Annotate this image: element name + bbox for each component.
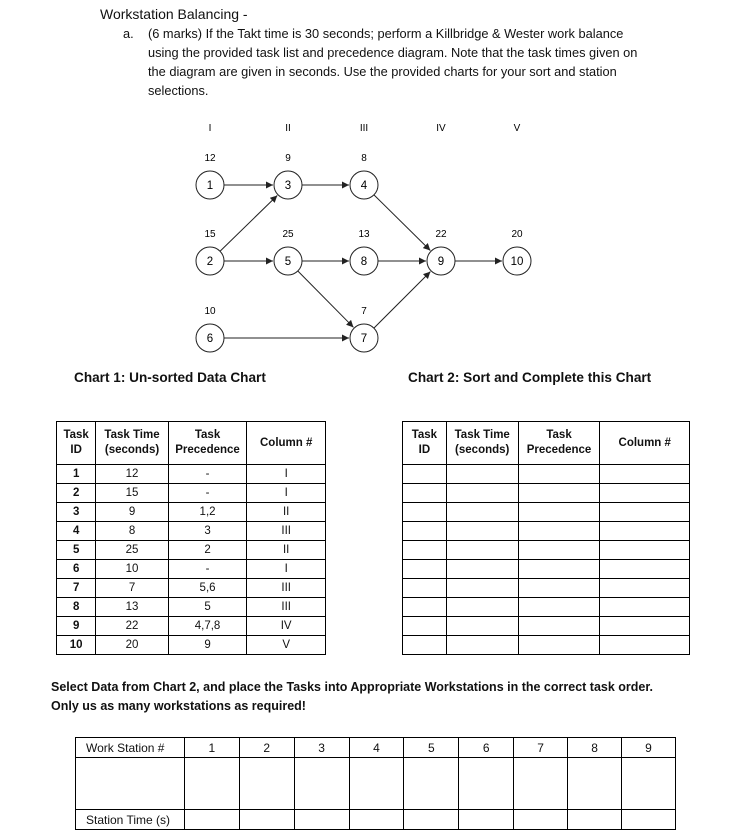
task-node-2 <box>196 229 224 275</box>
diagram-column-label: III <box>359 123 369 134</box>
chart1-row <box>57 617 326 636</box>
chart2-empty-cell[interactable] <box>518 503 600 522</box>
chart1-header-row <box>57 422 326 465</box>
chart2-empty-cell[interactable] <box>600 484 690 503</box>
station-time-cell[interactable] <box>568 810 622 830</box>
task-time-label: 9 <box>285 153 291 164</box>
workstation-task-cell[interactable] <box>404 758 459 810</box>
chart1-cell-task-time: 12 <box>96 465 168 484</box>
task-id-label: 2 <box>206 256 214 268</box>
task-time-label: 22 <box>435 229 447 240</box>
task-time-label: 15 <box>204 229 216 240</box>
chart1-cell-task-id: 4 <box>57 522 96 541</box>
instruction-text <box>51 678 731 716</box>
chart1-cell-column-number: III <box>247 598 326 617</box>
problem-heading: Workstation Balancing - <box>100 6 248 22</box>
problem-text-line: using the provided task list and precedence diagram. Note that the task times given on <box>148 45 638 60</box>
workstation-tasks-row <box>76 758 676 810</box>
chart2-empty-cell[interactable] <box>403 465 447 484</box>
workstation-task-cell[interactable] <box>459 758 514 810</box>
chart1-cell-task-time: 8 <box>96 522 168 541</box>
chart1-cell-task-id: 3 <box>57 503 96 522</box>
workstation-number: 9 <box>621 738 675 758</box>
chart2-empty-cell[interactable] <box>403 636 447 655</box>
chart2-row <box>403 617 690 636</box>
chart2-empty-cell[interactable] <box>518 484 600 503</box>
task-node-10 <box>503 229 531 275</box>
chart2-title: Chart 2: Sort and Complete this Chart <box>408 370 652 385</box>
task-time-label: 25 <box>282 229 294 240</box>
chart1-cell-task-precedence: 5 <box>168 598 247 617</box>
chart1-title: Chart 1: Un-sorted Data Chart <box>74 370 266 385</box>
chart1-cell-task-time: 9 <box>96 503 168 522</box>
chart1-row <box>57 503 326 522</box>
chart2-row <box>403 503 690 522</box>
chart2-header-precedence: Task Precedence <box>518 422 600 465</box>
chart2-row <box>403 465 690 484</box>
station-time-cell[interactable] <box>294 810 349 830</box>
precedence-arrow-2-to-3 <box>220 195 277 251</box>
workstation-number: 6 <box>459 738 514 758</box>
chart1-cell-task-id: 6 <box>57 560 96 579</box>
chart1-cell-task-time: 7 <box>96 579 168 598</box>
chart2-table <box>402 421 690 655</box>
chart1-cell-column-number: V <box>247 636 326 655</box>
chart2-empty-cell[interactable] <box>600 465 690 484</box>
task-node-6 <box>196 306 224 352</box>
diagram-column-label: II <box>285 123 291 134</box>
workstation-number: 7 <box>514 738 568 758</box>
task-node-1 <box>196 153 224 199</box>
station-time-cell[interactable] <box>184 810 239 830</box>
chart2-empty-cell[interactable] <box>600 636 690 655</box>
chart1-cell-column-number: III <box>247 579 326 598</box>
chart1-cell-task-precedence: 5,6 <box>168 579 247 598</box>
task-time-label: 10 <box>204 306 216 317</box>
chart2-empty-cell[interactable] <box>518 465 600 484</box>
precedence-arrow-4-to-9 <box>374 195 430 251</box>
task-id-label: 8 <box>360 256 368 268</box>
workstation-number: 1 <box>184 738 239 758</box>
chart2-empty-cell[interactable] <box>403 484 447 503</box>
chart2-empty-cell[interactable] <box>518 617 600 636</box>
task-time-label: 12 <box>204 153 216 164</box>
chart1-cell-task-time: 13 <box>96 598 168 617</box>
chart2-header-task-time: Task Time (seconds) <box>446 422 518 465</box>
chart1-cell-task-precedence: - <box>168 465 247 484</box>
chart2-empty-cell[interactable] <box>600 579 690 598</box>
station-time-cell[interactable] <box>404 810 459 830</box>
diagram-column-label: I <box>208 123 212 134</box>
chart2-empty-cell[interactable] <box>446 617 518 636</box>
chart2-row <box>403 541 690 560</box>
chart1-cell-task-precedence: - <box>168 560 247 579</box>
chart1-row <box>57 522 326 541</box>
problem-text-line: the diagram are given in seconds. Use the provided charts for your sort and station <box>148 64 617 79</box>
chart2-empty-cell[interactable] <box>403 617 447 636</box>
chart2-empty-cell[interactable] <box>600 541 690 560</box>
task-id-label: 5 <box>284 256 292 268</box>
station-time-cell[interactable] <box>514 810 568 830</box>
workstation-table <box>75 737 676 830</box>
task-id-label: 10 <box>510 256 524 268</box>
chart2-empty-cell[interactable] <box>446 541 518 560</box>
chart1-cell-task-time: 25 <box>96 541 168 560</box>
chart1-row <box>57 636 326 655</box>
chart1-cell-task-id: 7 <box>57 579 96 598</box>
chart1-cell-task-time: 22 <box>96 617 168 636</box>
problem-text-line: (6 marks) If the Takt time is 30 seconds; perform a Killbridge & Wester work balance <box>148 26 624 41</box>
workstation-number: 3 <box>294 738 349 758</box>
chart2-empty-cell[interactable] <box>403 541 447 560</box>
chart2-empty-cell[interactable] <box>403 503 447 522</box>
chart2-empty-cell[interactable] <box>403 598 447 617</box>
task-node-4 <box>350 153 378 199</box>
task-node-5 <box>274 229 302 275</box>
task-node-3 <box>274 153 302 199</box>
chart1-cell-column-number: I <box>247 465 326 484</box>
precedence-arrow-5-to-7 <box>298 271 354 327</box>
instruction-line: Select Data from Chart 2, and place the Tasks into Appropriate Workstations in the correct task order. <box>51 680 654 694</box>
task-time-label: 20 <box>511 229 523 240</box>
chart1-cell-task-precedence: 2 <box>168 541 247 560</box>
chart2-empty-cell[interactable] <box>600 598 690 617</box>
chart2-row <box>403 598 690 617</box>
chart1-row <box>57 560 326 579</box>
workstation-time-row <box>76 810 676 830</box>
chart1-cell-task-id: 2 <box>57 484 96 503</box>
chart1-row <box>57 541 326 560</box>
chart2-header-row <box>403 422 690 465</box>
chart1-cell-task-time: 20 <box>96 636 168 655</box>
workstation-label: Work Station # <box>76 738 185 758</box>
chart1-cell-task-id: 8 <box>57 598 96 617</box>
workstation-label-blank <box>76 758 185 810</box>
chart1-header-precedence: Task Precedence <box>168 422 247 465</box>
chart2-empty-cell[interactable] <box>403 560 447 579</box>
chart1-header-task-id: Task ID <box>57 422 96 465</box>
chart1-cell-task-precedence: 9 <box>168 636 247 655</box>
precedence-diagram <box>0 0 737 360</box>
chart1-cell-column-number: I <box>247 560 326 579</box>
chart2-empty-cell[interactable] <box>600 617 690 636</box>
chart2-empty-cell[interactable] <box>518 636 600 655</box>
diagram-column-label: IV <box>436 123 446 134</box>
chart2-empty-cell[interactable] <box>446 522 518 541</box>
chart2-empty-cell[interactable] <box>403 579 447 598</box>
chart2-empty-cell[interactable] <box>518 579 600 598</box>
chart1-cell-task-id: 5 <box>57 541 96 560</box>
workstation-number: 8 <box>568 738 622 758</box>
station-time-cell[interactable] <box>349 810 404 830</box>
chart1-cell-task-id: 1 <box>57 465 96 484</box>
chart1-cell-task-precedence: 3 <box>168 522 247 541</box>
chart1-cell-task-time: 10 <box>96 560 168 579</box>
workstation-task-cell[interactable] <box>514 758 568 810</box>
chart2-row <box>403 560 690 579</box>
workstation-task-cell[interactable] <box>568 758 622 810</box>
task-node-9 <box>427 229 455 275</box>
workstation-task-cell[interactable] <box>184 758 239 810</box>
task-id-label: 4 <box>360 180 368 192</box>
chart1-cell-column-number: I <box>247 484 326 503</box>
chart1-header-column: Column # <box>247 422 326 465</box>
task-id-label: 9 <box>437 256 445 268</box>
station-time-cell[interactable] <box>459 810 514 830</box>
chart2-row <box>403 579 690 598</box>
station-time-cell[interactable] <box>239 810 294 830</box>
diagram-column-label: V <box>513 123 521 134</box>
chart1-header-task-time: Task Time (seconds) <box>96 422 168 465</box>
chart1-cell-column-number: III <box>247 522 326 541</box>
chart2-empty-cell[interactable] <box>446 465 518 484</box>
chart2-empty-cell[interactable] <box>446 598 518 617</box>
chart2-empty-cell[interactable] <box>600 560 690 579</box>
chart1-cell-column-number: II <box>247 503 326 522</box>
part-label: a. <box>123 26 134 41</box>
workstation-number: 2 <box>239 738 294 758</box>
chart2-empty-cell[interactable] <box>518 560 600 579</box>
chart2-header-column: Column # <box>600 422 690 465</box>
chart1-cell-task-id: 10 <box>57 636 96 655</box>
task-id-label: 7 <box>360 333 368 345</box>
chart2-empty-cell[interactable] <box>600 522 690 541</box>
task-time-label: 8 <box>361 153 367 164</box>
chart1-cell-task-precedence: 4,7,8 <box>168 617 247 636</box>
chart2-empty-cell[interactable] <box>403 522 447 541</box>
task-time-label: 7 <box>361 306 367 317</box>
workstation-task-cell[interactable] <box>239 758 294 810</box>
chart1-cell-column-number: IV <box>247 617 326 636</box>
workstation-task-cell[interactable] <box>349 758 404 810</box>
chart2-empty-cell[interactable] <box>518 522 600 541</box>
station-time-cell[interactable] <box>621 810 675 830</box>
chart2-row <box>403 522 690 541</box>
workstation-number: 5 <box>404 738 459 758</box>
chart1-cell-task-id: 9 <box>57 617 96 636</box>
precedence-arrow-7-to-9 <box>374 272 430 328</box>
chart2-row <box>403 636 690 655</box>
workstation-number-row <box>76 738 676 758</box>
chart2-header-task-id: Task ID <box>403 422 447 465</box>
chart2-empty-cell[interactable] <box>518 541 600 560</box>
workstation-task-cell[interactable] <box>621 758 675 810</box>
chart2-empty-cell[interactable] <box>446 579 518 598</box>
chart1-cell-task-precedence: 1,2 <box>168 503 247 522</box>
chart1-row <box>57 484 326 503</box>
chart1-row <box>57 598 326 617</box>
task-id-label: 1 <box>206 180 214 192</box>
chart2-empty-cell[interactable] <box>446 503 518 522</box>
chart2-empty-cell[interactable] <box>446 636 518 655</box>
task-node-8 <box>350 229 378 275</box>
task-node-7 <box>350 306 378 352</box>
workstation-task-cell[interactable] <box>294 758 349 810</box>
chart1-row <box>57 579 326 598</box>
station-time-label: Station Time (s) <box>76 810 185 830</box>
chart1-cell-task-time: 15 <box>96 484 168 503</box>
chart2-empty-cell[interactable] <box>446 560 518 579</box>
task-id-label: 6 <box>206 333 214 345</box>
task-time-label: 13 <box>358 229 370 240</box>
chart1-table <box>56 421 326 655</box>
chart1-cell-column-number: II <box>247 541 326 560</box>
chart2-empty-cell[interactable] <box>518 598 600 617</box>
problem-text-line: selections. <box>148 83 209 98</box>
workstation-number: 4 <box>349 738 404 758</box>
chart2-empty-cell[interactable] <box>446 484 518 503</box>
chart1-cell-task-precedence: - <box>168 484 247 503</box>
chart1-row <box>57 465 326 484</box>
chart2-row <box>403 484 690 503</box>
instruction-line: Only us as many workstations as required! <box>51 699 306 713</box>
chart2-empty-cell[interactable] <box>600 503 690 522</box>
task-id-label: 3 <box>284 180 292 192</box>
